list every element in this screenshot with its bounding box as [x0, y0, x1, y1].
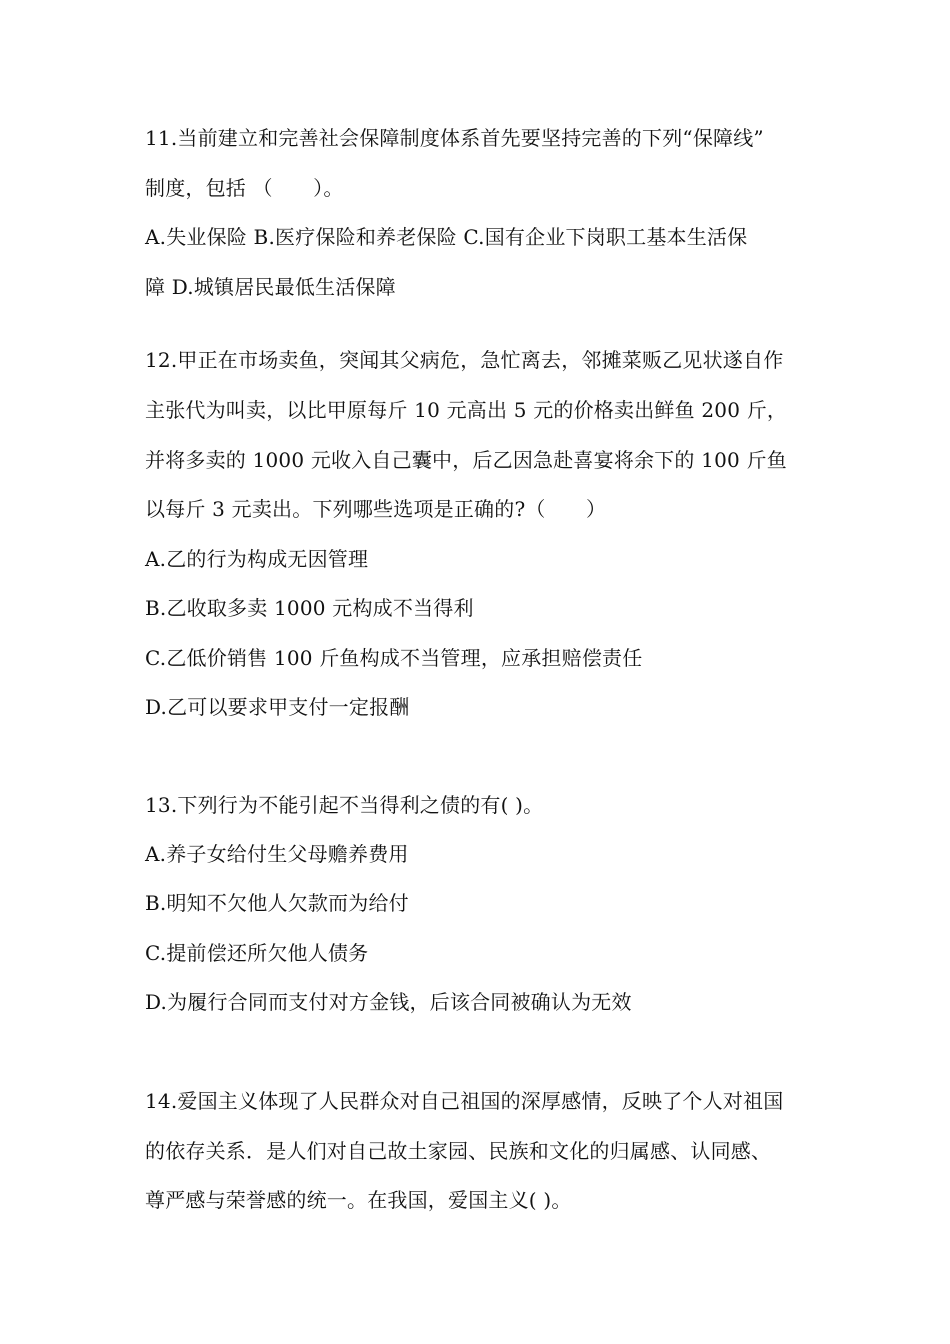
question-14-line-3: 尊严感与荣誉感的统一。在我国，爱国主义( )。 [145, 1188, 572, 1212]
question-12-option-c: C.乙低价销售 100 斤鱼构成不当管理，应承担赔偿责任 [145, 646, 643, 670]
question-12-line-2: 主张代为叫卖，以比甲原每斤 10 元高出 5 元的价格卖出鲜鱼 200 斤， [145, 398, 788, 422]
question-14-line-1: 14.爱国主义体现了人民群众对自己祖国的深厚感情，反映了个人对祖国 [145, 1089, 784, 1113]
question-12-option-b: B.乙收取多卖 1000 元构成不当得利 [145, 596, 474, 620]
question-12-line-1: 12.甲正在市场卖鱼，突闻其父病危，急忙离去，邻摊菜贩乙见状遂自作 [145, 348, 784, 372]
question-13-option-d: D.为履行合同而支付对方金钱，后该合同被确认为无效 [145, 990, 632, 1014]
question-13-option-a: A.养子女给付生父母赡养费用 [145, 842, 409, 866]
question-11-line-4: 障 D.城镇居民最低生活保障 [145, 275, 396, 299]
question-14-line-2: 的依存关系．是人们对自己故土家园、民族和文化的归属感、认同感、 [145, 1139, 772, 1163]
question-13-option-b: B.明知不欠他人欠款而为给付 [145, 891, 409, 915]
question-11-line-3: A.失业保险 B.医疗保险和养老保险 C.国有企业下岗职工基本生活保 [145, 225, 748, 249]
question-11-line-1: 11.当前建立和完善社会保障制度体系首先要坚持完善的下列“保障线” [145, 126, 764, 150]
question-12-line-4: 以每斤 3 元卖出。下列哪些选项是正确的?（ ） [145, 497, 607, 521]
question-11-line-2: 制度，包括 （ ）。 [145, 176, 344, 200]
question-13-line-1: 13.下列行为不能引起不当得利之债的有( )。 [145, 793, 544, 817]
question-12-option-d: D.乙可以要求甲支付一定报酬 [145, 695, 410, 719]
question-12-option-a: A.乙的行为构成无因管理 [145, 547, 369, 571]
question-12-line-3: 并将多卖的 1000 元收入自己囊中，后乙因急赴喜宴将余下的 100 斤鱼 [145, 448, 787, 472]
question-13-option-c: C.提前偿还所欠他人债务 [145, 941, 369, 965]
